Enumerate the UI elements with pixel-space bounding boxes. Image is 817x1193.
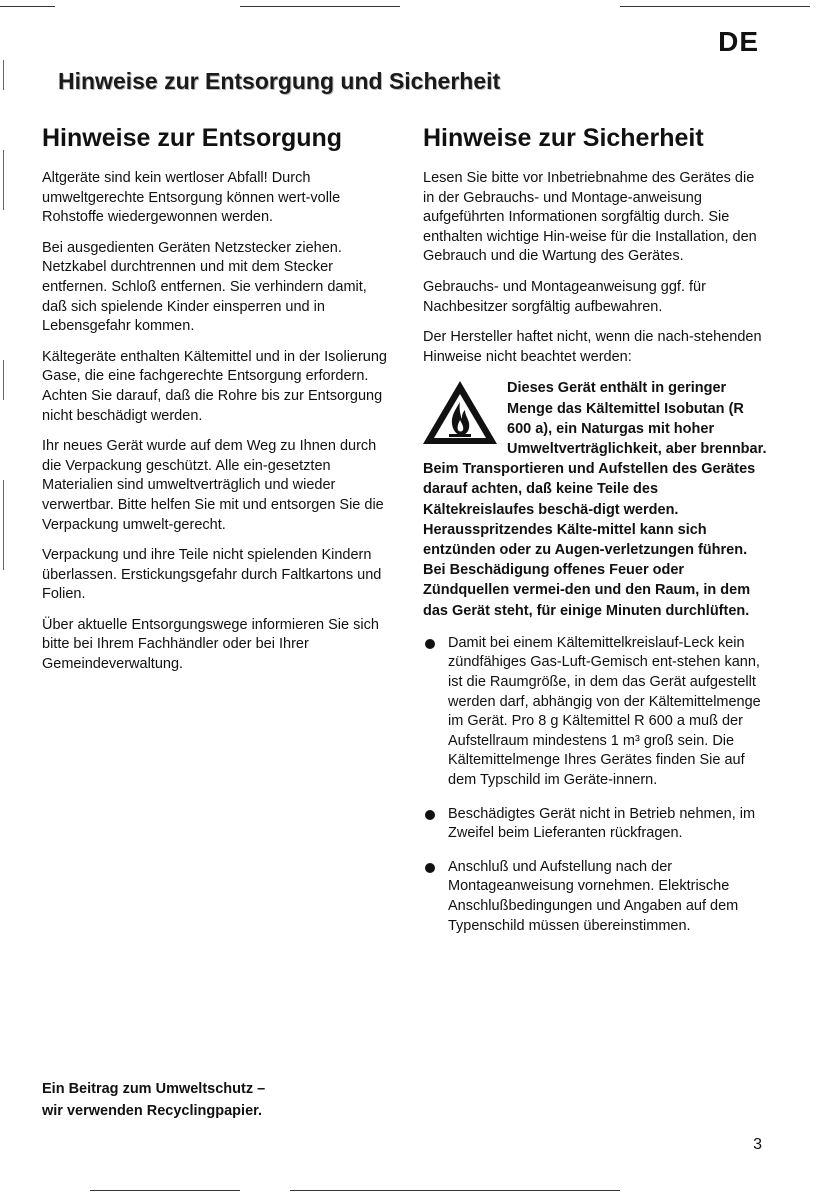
safety-bullet-list — [423, 634, 768, 936]
list-item — [423, 634, 768, 791]
bullet-text: Beschädigtes Gerät nicht in Betrieb nehmen, im Zweifel beim Lieferanten rückfragen. — [448, 805, 756, 842]
bottom-rule-mid — [290, 1190, 620, 1191]
safety-heading: Hinweise zur Sicherheit — [423, 124, 704, 152]
page-title: Hinweise zur Entsorgung und Sicherheit — [58, 68, 501, 94]
edge-mark — [3, 360, 4, 400]
recycling-note-line: wir verwenden Recyclingpapier. — [42, 1103, 262, 1119]
edge-mark — [3, 480, 4, 570]
top-rule-right — [620, 6, 810, 7]
top-rule-left — [0, 6, 55, 7]
bullet-text: Anschluß und Aufstellung nach der Montageanweisung vornehmen. Elektrische Anschlußbedingungen und Angaben auf dem Typenschild müssen übereinstimmen. — [448, 858, 739, 934]
safety-column — [423, 123, 768, 950]
disposal-paragraph: Kältegeräte enthalten Kältemittel und in der Isolierung Gase, die eine fachgerechte Entsorgung erfordern. Achten Sie darauf, daß die Rohre bis zur Entsorgung nicht beschädigt werden. — [42, 348, 387, 424]
disposal-paragraph: Bei ausgedienten Geräten Netzstecker ziehen. Netzkabel durchtrennen und mit dem Stecker entfernen. Schloß entfernen. Sie verhindern damit, daß sich spielende Kinder einsperren und in Lebensgefahr kommen. — [42, 239, 367, 335]
safety-paragraph: Lesen Sie bitte vor Inbetriebnahme des Gerätes die in der Gebrauchs- und Montage-anweisung aufgeführten Informationen sorgfältig durch. Sie enthalten wichtige Hin-weise für die Installation, den Gebrauch und die Wartung des Gerätes. — [423, 170, 757, 265]
top-rule-mid — [240, 6, 400, 7]
edge-mark — [3, 150, 4, 210]
list-item — [423, 858, 768, 936]
disposal-column — [42, 123, 387, 686]
recycling-note — [42, 1078, 265, 1122]
disposal-paragraph: Verpackung und ihre Teile nicht spielenden Kindern überlassen. Erstickungsgefahr durch Faltkartons und Folien. — [42, 547, 382, 603]
language-code: DE — [718, 26, 759, 57]
safety-paragraph: Gebrauchs- und Montageanweisung ggf. für Nachbesitzer sorgfältig aufbewahren. — [423, 278, 706, 315]
bullet-icon — [425, 639, 435, 649]
page-number: 3 — [753, 1136, 762, 1153]
edge-mark — [3, 60, 4, 90]
flammable-warning-triangle-icon — [421, 378, 499, 446]
bullet-text: Damit bei einem Kältemittelkreislauf-Leck kein zündfähiges Gas-Luft-Gemisch ent-stehen kann, ist die Raumgröße, in dem das Gerät aufgestellt werden darf, abhängig von der Kältemittelmenge im Gerät. Pro 8 g Kältemittel R 600 a muß der Aufstellraum mindestens 1 m³ groß sein. Die Kältemittelmenge Ihres Gerätes finden Sie auf dem Typschild im Geräte-innern. — [448, 634, 761, 788]
disposal-heading: Hinweise zur Entsorgung — [42, 124, 343, 152]
list-item — [423, 805, 768, 844]
bottom-rule-left — [90, 1190, 240, 1191]
warning-text: Dieses Gerät enthält in geringer Menge das Kältemittel Isobutan (R 600 a), ein Naturgas mit hoher Umweltverträglichkeit, aber brennbar. Beim Transportieren und Aufstellen des Gerätes darauf achten, daß keine Teile des Kältekreislaufes beschä-digt werden. Herausspritzendes Kälte-mittel kann sich entzünden oder zu Augen-verletzungen führen. Bei Beschädigung offenes Feuer oder Zündquellen vermei-den und den Raum, in dem das Gerät steht, für einige Minuten durchlüften. — [423, 380, 767, 619]
safety-paragraph: Der Hersteller haftet nicht, wenn die nach-stehenden Hinweise nicht beachtet werden: — [423, 329, 762, 365]
flammable-warning — [423, 378, 768, 620]
disposal-paragraph: Altgeräte sind kein wertloser Abfall! Durch umweltgerechte Entsorgung können wert-volle Rohstoffe wiedergewonnen werden. — [42, 170, 341, 226]
bullet-icon — [425, 810, 435, 820]
disposal-paragraph: Über aktuelle Entsorgungswege informieren Sie sich bitte bei Ihrem Fachhändler oder bei Ihrer Gemeindeverwaltung. — [42, 616, 379, 673]
recycling-note-line: Ein Beitrag zum Umweltschutz – — [42, 1081, 266, 1097]
disposal-paragraph: Ihr neues Gerät wurde auf dem Weg zu Ihnen durch die Verpackung geschützt. Alle ein-gesetzten Materialien sind umweltverträglich und wieder verwertbar. Bitte helfen Sie mit und entsorgen Sie die Verpackung umwelt-gerecht. — [42, 438, 384, 533]
bullet-icon — [425, 863, 435, 873]
